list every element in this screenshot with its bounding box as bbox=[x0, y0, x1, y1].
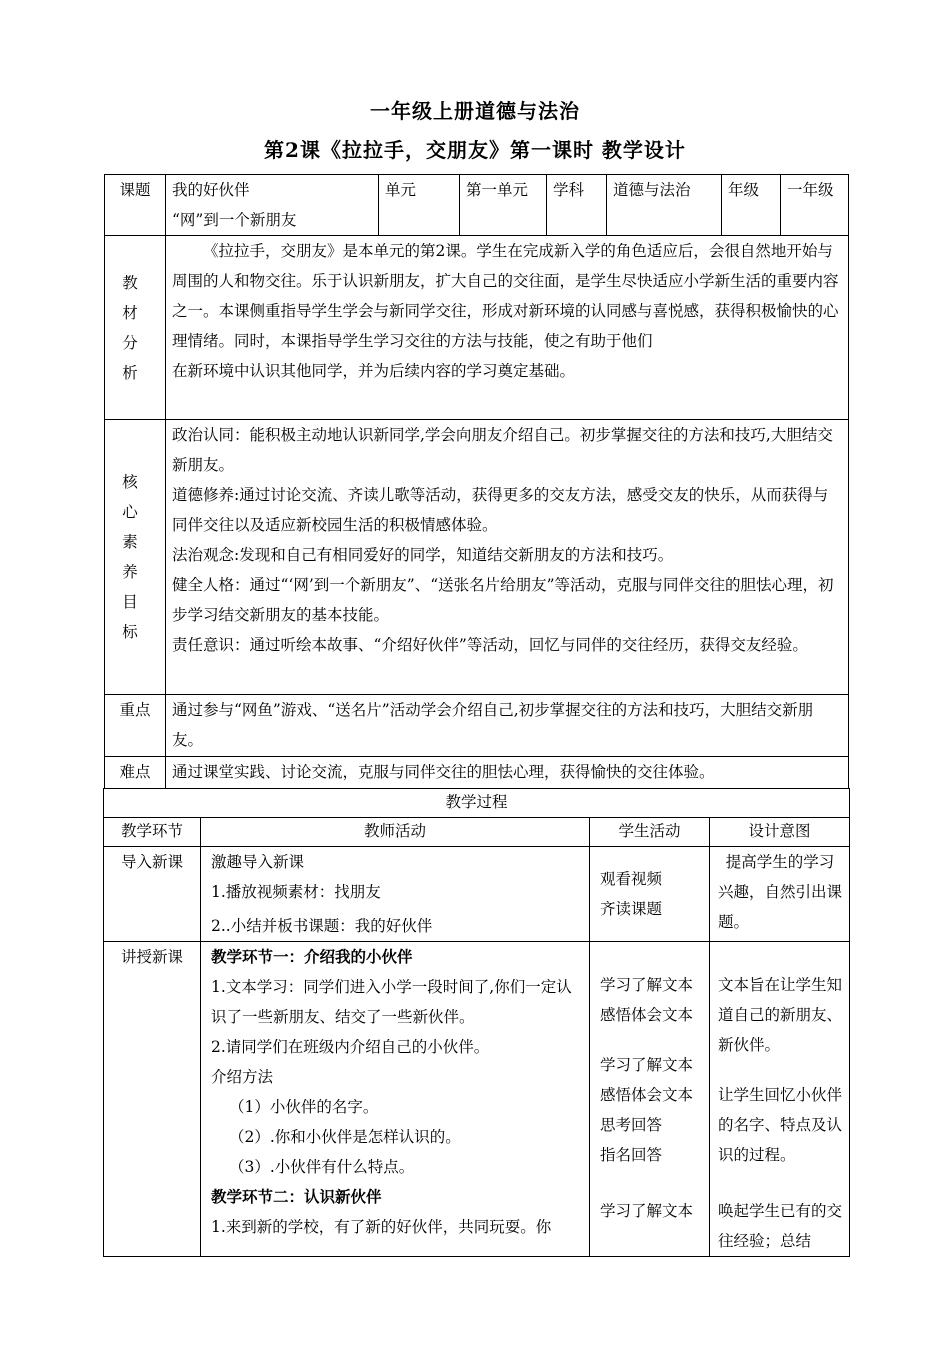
unit-value: 第一单元 bbox=[460, 175, 547, 236]
section-2-title: 教学环节二：认识新伙伴 bbox=[211, 1187, 382, 1206]
method-item: （1）小伙伴的名字。 bbox=[229, 1098, 379, 1116]
analysis-label bbox=[105, 236, 166, 420]
header-stage: 教学环节 bbox=[104, 818, 201, 847]
key-point-text: 通过参与“网鱼”游戏、“送名片”活动学会介绍自己,初步掌握交往的方法和技巧，大胆结交新朋友。 bbox=[166, 695, 849, 757]
goal-item: 政治认同：能积极主动地认识新同学,学会向朋友介绍自己。初步掌握交往的方法和技巧,大胆结交新朋友。 bbox=[172, 426, 833, 474]
analysis-paragraph-1: 《拉拉手，交朋友》是本单元的第2课。学生在完成新入学的角色适应后，会很自然地开始与周围的人和物交往。乐于认识新朋友，扩大自己的交往面，是学生尽快适应小学新生活的重要内容之一。本课侧重指导学生学会与新同学交往，形成对新环境的认同感与喜悦感，获得积极愉快的心理情绪。同时，本课指导学生学习交往的方法与技能，使之有助于他们 bbox=[172, 242, 839, 350]
goals-content bbox=[166, 420, 849, 695]
difficulty-text: 通过课堂实践、讨论交流，克服与同伴交往的胆怯心理，获得愉快的交往体验。 bbox=[166, 757, 849, 789]
unit-label: 单元 bbox=[379, 175, 460, 236]
intent-new-lesson bbox=[710, 942, 850, 1257]
goals-label-line-3: 目 标 bbox=[122, 593, 148, 641]
grade-label: 年级 bbox=[722, 175, 781, 236]
grade-value: 一年级 bbox=[781, 175, 849, 236]
goal-item: 法治观念:发现和自己有相同爱好的同学，知道结交新朋友的方法和技巧。 bbox=[172, 546, 674, 564]
student-activity-line: 指名回答 bbox=[600, 1146, 663, 1164]
student-activity-line: 学习了解文本 bbox=[600, 1202, 694, 1220]
header-intent: 设计意图 bbox=[710, 818, 850, 847]
method-item: （3）.小伙伴有什么特点。 bbox=[229, 1158, 415, 1176]
goals-label-line-1: 核 心 bbox=[122, 473, 148, 521]
section-1-para-1: 1.文本学习：同学们进入小学一段时间了,你们一定认识了一些新朋友、结交了一些新伙伴。 bbox=[211, 978, 572, 1026]
teacher-intro-line: 1.播放视频素材：找朋友 bbox=[211, 883, 381, 901]
analysis-content bbox=[166, 236, 849, 420]
section-1-title: 教学环节一：介绍我的小伙伴 bbox=[211, 947, 413, 966]
section-1-para-2: 2.请同学们在班级内介绍自己的小伙伴。 bbox=[211, 1038, 490, 1056]
topic-line-2: “网”到一个新朋友 bbox=[172, 211, 297, 229]
key-point-label: 重点 bbox=[105, 695, 166, 757]
stage-intro: 导入新课 bbox=[104, 847, 201, 942]
intent-c: 唤起学生已有的交往经验；总结 bbox=[718, 1202, 843, 1250]
document-title: 一年级上册道德与法治 bbox=[370, 99, 580, 123]
intent-a: 文本旨在让学生知道自己的新朋友、新伙伴。 bbox=[718, 976, 843, 1054]
process-title: 教学过程 bbox=[104, 789, 850, 818]
lesson-info-table bbox=[104, 174, 849, 789]
subject-value: 道德与法治 bbox=[607, 175, 722, 236]
header-student: 学生活动 bbox=[590, 818, 710, 847]
intent-b: 让学生回忆小伙伴的名字、特点及认识的过程。 bbox=[718, 1086, 843, 1164]
topic-label: 课题 bbox=[105, 175, 166, 236]
student-intro bbox=[590, 847, 710, 942]
topic-line-1: 我的好伙伴 bbox=[172, 181, 250, 199]
teacher-intro-line: 2..小结并板书课题：我的好伙伴 bbox=[211, 917, 433, 935]
intent-intro: 提高学生的学习兴趣，自然引出课题。 bbox=[710, 847, 850, 942]
teaching-process-table bbox=[103, 788, 850, 1257]
student-intro-line: 观看视频 bbox=[600, 870, 663, 888]
goals-label bbox=[105, 420, 166, 695]
subject-label: 学科 bbox=[547, 175, 607, 236]
section-2-para-1: 1.来到新的学校，有了新的好伙伴，共同玩耍。你 bbox=[211, 1218, 552, 1236]
analysis-label-line-1: 教 材 bbox=[122, 273, 148, 322]
lesson-title: 第2课《拉拉手，交朋友》第一课时 教学设计 bbox=[264, 138, 686, 162]
analysis-label-line-2: 分 析 bbox=[122, 333, 148, 382]
analysis-paragraph-2: 在新环境中认识其他同学，并为后续内容的学习奠定基础。 bbox=[172, 362, 576, 380]
goal-item: 道德修养:通过讨论交流、齐读儿歌等活动，获得更多的交友方法，感受交友的快乐，从而获得与同伴交往以及适应新校园生活的积极情感体验。 bbox=[172, 486, 829, 534]
student-activity-line: 感悟体会文本 bbox=[600, 1086, 694, 1104]
goal-item: 健全人格：通过“‘网’到一个新朋友”、“送张名片给朋友”等活动，克服与同伴交往的胆怯心理，初步学习结交新朋友的基本技能。 bbox=[172, 576, 834, 624]
goals-label-line-2: 素 养 bbox=[122, 533, 148, 581]
section-1-para-3: 介绍方法 bbox=[211, 1068, 274, 1086]
teacher-intro bbox=[201, 847, 590, 942]
student-activity-line: 学习了解文本 bbox=[600, 1056, 694, 1074]
teacher-new-lesson bbox=[201, 942, 590, 1257]
student-activity-line: 感悟体会文本 bbox=[600, 1006, 694, 1024]
student-activity-line: 思考回答 bbox=[600, 1116, 663, 1134]
goal-item: 责任意识：通过听绘本故事、“介绍好伙伴”等活动，回忆与同伴的交往经历，获得交友经验。 bbox=[172, 636, 808, 654]
student-new-lesson bbox=[590, 942, 710, 1257]
difficulty-label: 难点 bbox=[105, 757, 166, 789]
topic-value bbox=[166, 175, 379, 236]
stage-new-lesson: 讲授新课 bbox=[104, 942, 201, 1257]
student-intro-line: 齐读课题 bbox=[600, 900, 663, 918]
header-teacher: 教师活动 bbox=[201, 818, 590, 847]
method-item: （2）.你和小伙伴是怎样认识的。 bbox=[229, 1128, 461, 1146]
teacher-intro-line: 激趣导入新课 bbox=[211, 853, 305, 871]
student-activity-line: 学习了解文本 bbox=[600, 976, 694, 994]
